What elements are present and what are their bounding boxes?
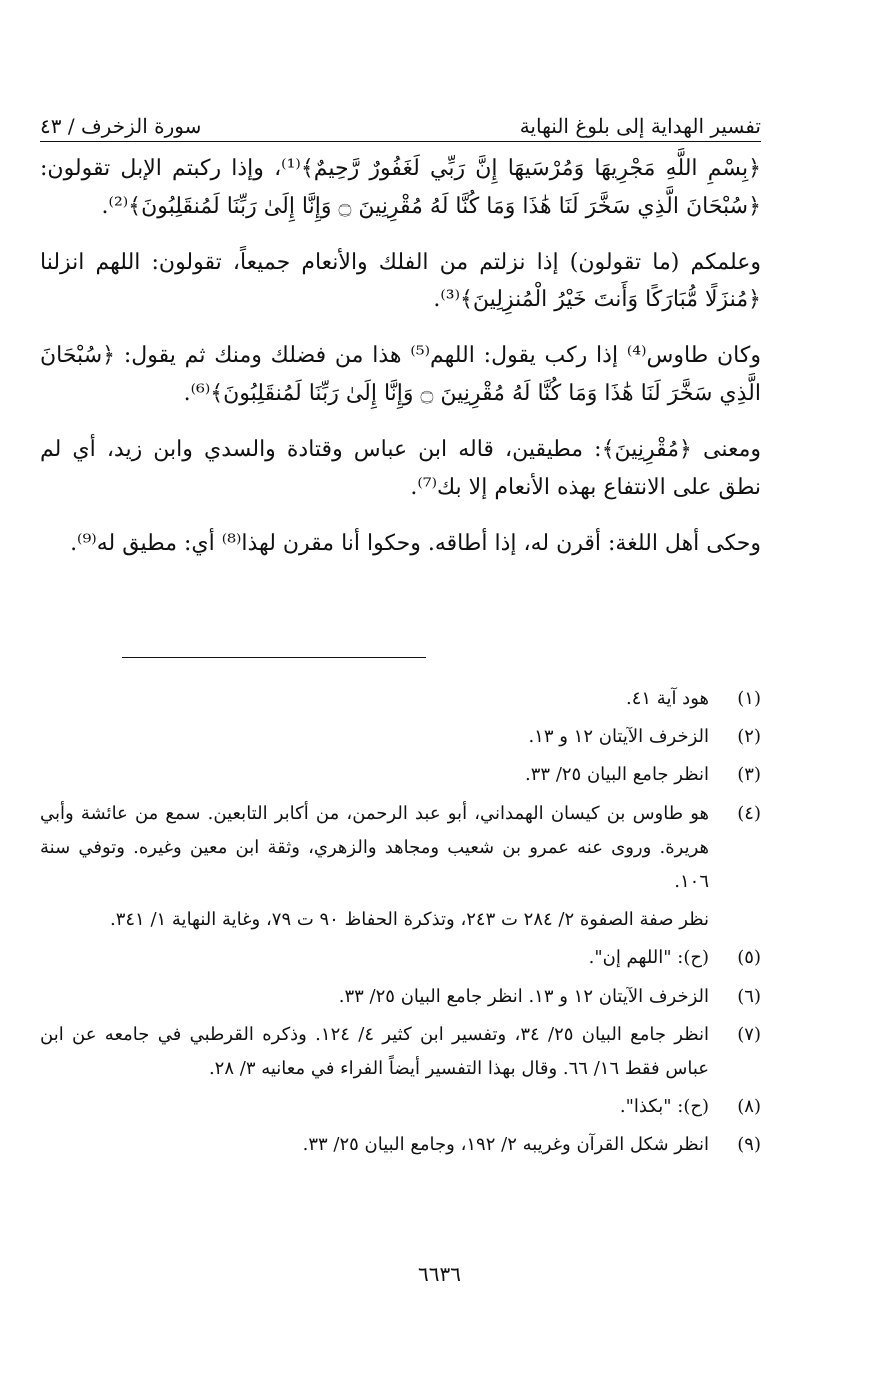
footnote-number: (٥) [737, 947, 761, 969]
running-header [40, 98, 761, 138]
footnote [40, 758, 761, 792]
footnote-separator [122, 657, 426, 658]
footnote-number: (٩) [737, 1134, 761, 1156]
paragraph: ومعنى ﴿مُقْرِنِينَ﴾: مطيقين، قاله ابن عباس وقتادة والسدي وابن زيد، أي لم نطق على الانتفاع بهذه الأنعام إلا بك⁽⁷⁾. [40, 436, 761, 500]
footnote-number: (٤) [737, 802, 761, 824]
footnote-number: (٨) [737, 1096, 761, 1118]
footnote [40, 1090, 761, 1124]
footnote-text: (ح): "بكذا". [619, 1096, 709, 1118]
footnote-number: (٢) [737, 726, 761, 748]
footnote-number: (٧) [737, 1023, 761, 1045]
footnote [40, 797, 761, 900]
footnote-text: نظر صفة الصفوة ٢/ ٢٨٤ ت ٢٤٣، وتذكرة الحفاظ ٩٠ ت ٧٩، وغاية النهاية ١/ ٣٤١. [109, 909, 709, 931]
paragraph: وكان طاوس⁽⁴⁾ إذا ركب يقول: اللهم⁽⁵⁾ هذا من فضلك ومنك ثم يقول: ﴿سُبْحَانَ الَّذِي سَخَّرَ لَنَا هَٰذَا وَمَا كُنَّا لَهُ مُقْرِنِينَ ۝ وَإِنَّا إِلَىٰ رَبِّنَا لَمُنقَلِبُونَ﴾⁽⁶⁾. [40, 343, 761, 407]
footnotes [40, 682, 761, 1166]
footnote-number: (٣) [737, 764, 761, 786]
footnote-text: انظر جامع البيان ٢٥/ ٣٤، وتفسير ابن كثير ٤/ ١٢٤. وذكره القرطبي في جامعه عن ابن عباس فقط ١٦/ ٦٦. وقال بهذا التفسير أيضاً الفراء في معانيه ٣/ ٢٨. [40, 1023, 709, 1079]
book-title: تفسير الهداية إلى بلوغ النهاية [519, 114, 761, 138]
footnote-text: هود آية ٤١. [626, 688, 709, 709]
footnote-text: هو طاوس بن كيسان الهمداني، أبو عبد الرحمن، من أكابر التابعين. سمع من عائشة وأبي هريرة. وروى عنه عمرو بن شعيب ومجاهد والزهري، وثقة ابن معين وغيره. وتوفي سنة ١٠٦. [40, 802, 709, 892]
header-rule [40, 141, 761, 142]
footnote-number: (٦) [737, 985, 761, 1007]
footnote [40, 980, 761, 1014]
page-number: ٦٦٣٦ [418, 1262, 461, 1286]
footnote-number [709, 903, 761, 937]
paragraph: وحكى أهل اللغة: أقرن له، إذا أطاقه. وحكوا أنا مقرن لهذا⁽⁸⁾ أي: مطيق له⁽⁹⁾. [70, 530, 761, 556]
footnote-text: الزخرف الآيتان ١٢ و ١٣. [528, 726, 709, 748]
footnote-text: الزخرف الآيتان ١٢ و ١٣. انظر جامع البيان ٢٥/ ٣٣. [338, 985, 709, 1007]
main-text [40, 150, 761, 580]
paragraph: وعلمكم (ما تقولون) إذا نزلتم من الفلك والأنعام جميعاً، تقولون: اللهم انزلنا ﴿مُنزَلًا مُّبَارَكًا وَأَنتَ خَيْرُ الْمُنزِلِينَ﴾⁽³⁾. [40, 249, 761, 313]
paragraph: ﴿بِسْمِ اللَّهِ مَجْرِيهَا وَمُرْسَيهَا إِنَّ رَبِّي لَغَفُورٌ رَّحِيمٌ﴾⁽¹⁾، وإذا ركبتم الإبل تقولون: ﴿سُبْحَانَ الَّذِي سَخَّرَ لَنَا هَٰذَا وَمَا كُنَّا لَهُ مُقْرِنِينَ ۝ وَإِنَّا إِلَىٰ رَبِّنَا لَمُنقَلِبُونَ﴾⁽²⁾. [40, 156, 761, 219]
footnote [40, 720, 761, 754]
surah-title: سورة الزخرف / ٤٣ [40, 114, 202, 138]
footnote-text: انظر جامع البيان ٢٥/ ٣٣. [525, 764, 709, 786]
footnote [40, 941, 761, 975]
footnote [40, 1018, 761, 1086]
footnote [40, 1128, 761, 1162]
footnote-text: انظر شكل القرآن وغريبه ٢/ ١٩٢، وجامع البيان ٢٥/ ٣٣. [302, 1134, 709, 1156]
footnote-continuation [40, 903, 761, 937]
footnote-text: (ح): "اللهم إن". [588, 947, 709, 969]
footnote [40, 682, 761, 716]
footnote-number: (١) [737, 688, 761, 709]
